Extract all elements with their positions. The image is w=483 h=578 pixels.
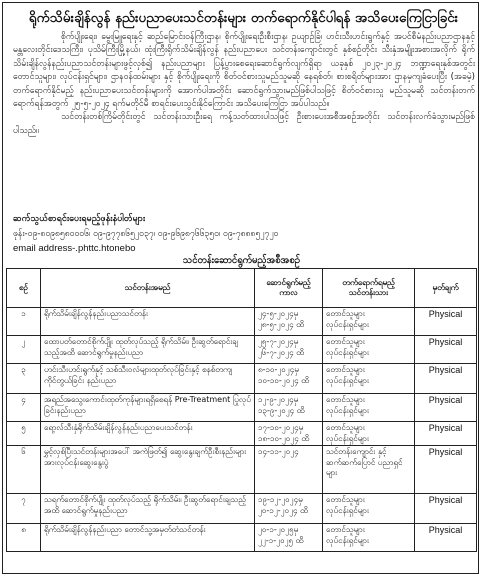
contact-heading: ဆက်သွယ်စာရင်းပေးရမည့်ဖုန်းနံပါတ်များ [13, 214, 146, 224]
course-name: ဟင်းသီးဟင်းရွက်နှင့် သစ်သီးဝလံများထုတ်လုပ်ခြင်းနှင့် စနစ်တကျကိုင်တွယ်ခြင်း နည်းပညာ [41, 364, 255, 394]
table-row [7, 308, 477, 336]
table-header-row [7, 269, 477, 308]
row-number: ၂ [7, 336, 41, 364]
course-mode: Physical [415, 422, 477, 446]
course-period: ၂၀-၁-၂၀၂၅မှ ၂၂-၁-၂၀၂၅ ထိ [255, 524, 323, 552]
course-attendees: တောင်သူများ လုပ်ငန်းရှင်များ [323, 308, 415, 336]
course-name: ရိုက်သိမ်းချိန်လွန်နည်းပညာ တောင်သူ့အမှတ်တံသင်တန်း [41, 524, 255, 552]
course-mode: Physical [415, 308, 477, 336]
notice-paragraph-1: စိုက်ပျိုးရေး၊ မွေးမြူရေးနှင့် ဆည်မြောင်းဝန်ကြီးဌာန၊ စိုက်ပျိုးရေးဦးစီးဌာန၊ ဥယျာဉ်ခြံ၊ ဟင်းသီးဟင်းရွက်နှင့် အပင်စီမံနည်းပညာဌာနနှင့် မန္တလေးတိုင်းဒေသကြီး၊ ပုသိမ်ကြီးမြို့နယ်၊ ထုံးကြီးရိုက်သိမ်းချိန်လွန် နည်းပညာပေး သင်တန်းကျောင်းတွင် နှစ်စဉ်တိုင်း သီးနှံအမျိုးအစားအလိုက် ရိုက်သိမ်းချိန်လွန်နည်းပညာသင်တန်းများဖွင့်လှစ်၍ နည်းပညာများ ပြန့်ပွားစေရေးဆောင်ရွက်လျက်ရှိရာ ယခုနှစ် ၂၀၂၃-၂၀၂၄ ဘဏ္ဍာရေးနှစ်အတွင်း တောင်သူများ၊ လုပ်ငန်းရှင်များ၊ ဌာနဝန်ထမ်းများ နှင့် စိုက်ပျိုးရေးကို စိတ်ဝင်စားသူမည်သူမဆို နေရစ်တ်၊ စားစရိတ်များအား ဌာနမှကျခံပေးပြီး (အခမဲ့) တက်ရောက်နိုင်မည့် နည်းပညာပေးသင်တန်းများကို အောက်ပါအတိုင်း ဆောင်ရွက်သွားမည်ဖြစ်ပါသဖြင့် စိတ်ဝင်စားသူ မည်သူမဆို သင်တန်းတက်ရောက်ရန်အတွက် ၂၅-၅-၂၀၂၄ ရက်မတိုင်မီ စာရင်းပေးသွင်းနိုင်ကြောင်း အသိပေးကြေငြာ အပ်ပါသည်။ [13, 32, 475, 110]
course-attendees: တောင်သူများ လုပ်ငန်းရှင်များ [323, 524, 415, 552]
row-number: ၅ [7, 422, 41, 446]
course-name: မွှင့်လှစ်ပြီးသင်တန်းများအပေါ် အကဲဖြတ်၍ ဆွေးနွေးချက်ဦးစီးနည်းများအားလုပ်ငန်းဆွေးနွေးပွဲ [41, 446, 255, 494]
table-row [7, 524, 477, 552]
row-number: ၃ [7, 364, 41, 394]
course-mode: Physical [415, 364, 477, 394]
row-number: ၈ [7, 524, 41, 552]
course-mode: Physical [415, 446, 477, 494]
schedule-title: သင်တန်းဆောင်ရွက်မည့်အစီအစဉ် [183, 255, 300, 266]
course-period: ၁၄-၁၁-၂၀၂၄ [255, 446, 323, 494]
course-attendees: သင်တန်းကျောင်း နှင့် ဆက်ဆက်ပြောင် ပညာရှင်များ [323, 446, 415, 494]
schedule-body [7, 308, 477, 552]
course-name: ရော့လ်သီးနှံရိုက်သိမ်းချိန်လွန်နည်းပညာပေးသင်တန်း [41, 422, 255, 446]
course-mode: Physical [415, 494, 477, 524]
course-attendees: တောင်သူများ လုပ်ငန်းရှင်များ [323, 494, 415, 524]
course-name: အရည်အသွေးကောင်းထုတ်ကုန်များရရှိစေရန် Pre-Treatment ပြုလုပ်ခြင်းနည်းပညာ [41, 394, 255, 422]
row-number: ၆ [7, 446, 41, 494]
course-name: သရက်တောင်စိုက်ပျိုး ထုတ်လုပ်သည့် ရိုက်သိမ်း၊ ဦးဆွတ်ရောင်းချသည့်အထိ ဆောင်ရွက်မှုနည်းပညာ [41, 494, 255, 524]
course-period: ၁၂-၉-၂၀၂၄မှ ၁၃-၉-၂၀၂၄ ထိ [255, 394, 323, 422]
table-row [7, 446, 477, 494]
table-row [7, 364, 477, 394]
course-attendees: တောင်သူများ လုပ်ငန်းရှင်များ [323, 364, 415, 394]
contact-email: email address-.phttc.htonebo [13, 243, 136, 254]
course-period: ၈-၁၀-၂၀၂၄မှ ၁၀-၁၀-၂၀၂၄ ထိ [255, 364, 323, 394]
course-period: ၂၅-၇-၂၀၂၄မှ ၂၆-၇-၂၀၂၄ ထိ [255, 336, 323, 364]
table-row [7, 422, 477, 446]
table-row [7, 336, 477, 364]
course-mode: Physical [415, 394, 477, 422]
course-mode: Physical [415, 524, 477, 552]
header-period: ဆောင်ရွက်မည့် ကာလ [255, 269, 323, 308]
course-period: ၁၉-၁၂-၂၀၂၄မှ ၂၀-၁၂-၂၀၂၄ ထိ [255, 494, 323, 524]
course-period: ၂၄-၅-၂၀၂၄မှ ၂၈-၅-၂၀၂၄ ထိ [255, 308, 323, 336]
schedule-table [6, 268, 477, 552]
course-attendees: တောင်သူများ လုပ်ငန်းရှင်များ [323, 422, 415, 446]
header-remarks: မှတ်ချက် [415, 269, 477, 308]
row-number: ၇ [7, 494, 41, 524]
table-row [7, 394, 477, 422]
course-name: ရိုက်သိမ်းချိန်လွန်နည်းပညာသင်တန်း [41, 308, 255, 336]
course-attendees: တောင်သူများ လုပ်ငန်းရှင်များ [323, 336, 415, 364]
course-name: ထောပတ်တောင်စိုက်ပျိုး ထုတ်လုပ်သည့် ရိုက်သိမ်း၊ ဦးဆွတ်ရောင်းချသည့်အထိ ဆောင်ရွက်မှုနည်းပညာ [41, 336, 255, 364]
notice-title: ရိုက်သိမ်းချိန်လွန် နည်းပညာပေးသင်တန်းများ တက်ရောက်နိုင်ပါရန် အသိပေးကြေငြာခြင်း [28, 10, 459, 26]
course-mode: Physical [415, 336, 477, 364]
notice-paragraph-2: သင်တန်းတစ်ကြိမ်တိုင်းတွင် သင်တန်းသားဦးရေ ကန့်သတ်ထားပါသဖြင့် ဦးစားပေးအစီအစဉ်အတိုင်း သင်တန်းလက်ခံသွားမည်ဖြစ်ပါသည်။ [13, 112, 475, 136]
table-row [7, 494, 477, 524]
row-number: ၁ [7, 308, 41, 336]
contact-phones: ဖုန်း-၀၉-၈၀၉၈၅၈၀၀၀၆၊ ၀၉-၉၇၇၈၆၅၂၀၃၇၊ ၀၉-၉၆၉၈၇၆၆၃၅၀၊ ၀၉-၇၈၈၈၅၂၇၂၀ [13, 229, 279, 239]
course-attendees: တောင်သူများ လုပ်ငန်းရှင်များ [323, 394, 415, 422]
header-attendees: တက်ရောက်ရမည့် သင်တန်းသား [323, 269, 415, 308]
course-period: ၁၇-၁၀-၂၀၂၄မှ ၁၈-၁၀-၂၀၂၄ ထိ [255, 422, 323, 446]
header-no: စဉ် [7, 269, 41, 308]
notice-body [13, 31, 475, 138]
header-course-name: သင်တန်းအမည် [41, 269, 255, 308]
row-number: ၄ [7, 394, 41, 422]
